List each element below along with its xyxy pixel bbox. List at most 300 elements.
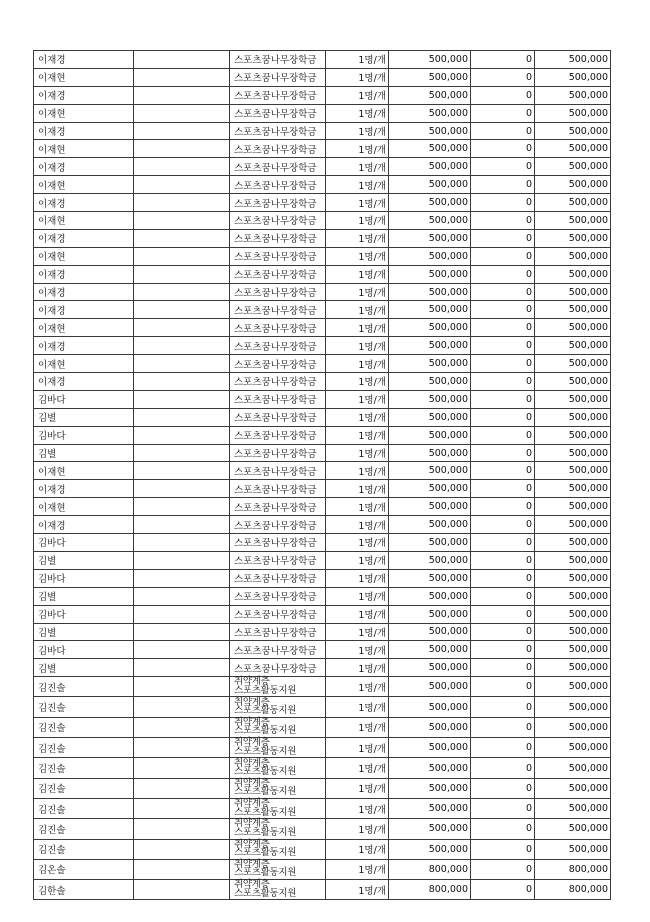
quantity-cell: 1명/개 bbox=[326, 516, 389, 534]
price-cell: 500,000 bbox=[389, 551, 471, 569]
total-cell: 500,000 bbox=[535, 623, 611, 641]
name-cell: 김별 bbox=[34, 444, 134, 462]
total-cell: 500,000 bbox=[535, 68, 611, 86]
extra-cell: 0 bbox=[471, 301, 535, 319]
item-cell bbox=[230, 717, 326, 737]
name-cell: 김한솔 bbox=[34, 880, 134, 900]
total-cell: 500,000 bbox=[535, 534, 611, 552]
quantity-cell: 1명/개 bbox=[326, 859, 389, 879]
item-cell: 스포츠꿈나무장학금 bbox=[230, 337, 326, 355]
item-cell bbox=[230, 677, 326, 697]
extra-cell: 0 bbox=[471, 194, 535, 212]
item-two-line bbox=[234, 678, 325, 695]
name-cell: 김진솔 bbox=[34, 677, 134, 697]
blank-cell bbox=[134, 717, 230, 737]
quantity-cell: 1명/개 bbox=[326, 717, 389, 737]
table-row bbox=[34, 390, 611, 408]
name-cell: 김진솔 bbox=[34, 798, 134, 818]
name-cell: 이재경 bbox=[34, 373, 134, 391]
extra-cell: 0 bbox=[471, 390, 535, 408]
price-cell: 500,000 bbox=[389, 194, 471, 212]
price-cell: 500,000 bbox=[389, 534, 471, 552]
item-two-line bbox=[234, 777, 325, 798]
extra-cell: 0 bbox=[471, 104, 535, 122]
price-cell: 500,000 bbox=[389, 480, 471, 498]
name-cell: 이재현 bbox=[34, 104, 134, 122]
quantity-cell: 1명/개 bbox=[326, 104, 389, 122]
name-cell: 이재현 bbox=[34, 462, 134, 480]
price-cell: 500,000 bbox=[389, 623, 471, 641]
table-row bbox=[34, 623, 611, 641]
quantity-cell: 1명/개 bbox=[326, 158, 389, 176]
quantity-cell: 1명/개 bbox=[326, 677, 389, 697]
table-row bbox=[34, 839, 611, 859]
item-cell: 스포츠꿈나무장학금 bbox=[230, 587, 326, 605]
table-row bbox=[34, 798, 611, 818]
item-cell bbox=[230, 738, 326, 758]
price-cell: 500,000 bbox=[389, 697, 471, 717]
item-cell: 스포츠꿈나무장학금 bbox=[230, 534, 326, 552]
item-cell bbox=[230, 880, 326, 900]
blank-cell bbox=[134, 498, 230, 516]
blank-cell bbox=[134, 176, 230, 194]
extra-cell: 0 bbox=[471, 176, 535, 194]
blank-cell bbox=[134, 819, 230, 839]
blank-cell bbox=[134, 86, 230, 104]
item-cell: 스포츠꿈나무장학금 bbox=[230, 319, 326, 337]
quantity-cell: 1명/개 bbox=[326, 569, 389, 587]
quantity-cell: 1명/개 bbox=[326, 176, 389, 194]
table-row bbox=[34, 778, 611, 798]
item-cell: 스포츠꿈나무장학금 bbox=[230, 480, 326, 498]
total-cell: 500,000 bbox=[535, 516, 611, 534]
extra-cell: 0 bbox=[471, 587, 535, 605]
item-line-2: 스포츠활동지원 bbox=[234, 745, 297, 757]
name-cell: 김바다 bbox=[34, 426, 134, 444]
total-cell: 500,000 bbox=[535, 798, 611, 818]
name-cell: 이재경 bbox=[34, 301, 134, 319]
blank-cell bbox=[134, 551, 230, 569]
name-cell: 이재경 bbox=[34, 158, 134, 176]
item-line-2: 스포츠활동지원 bbox=[234, 786, 297, 798]
item-cell: 스포츠꿈나무장학금 bbox=[230, 426, 326, 444]
blank-cell bbox=[134, 677, 230, 697]
item-cell: 스포츠꿈나무장학금 bbox=[230, 68, 326, 86]
blank-cell bbox=[134, 859, 230, 879]
item-two-line bbox=[234, 739, 325, 756]
table-row bbox=[34, 880, 611, 900]
extra-cell: 0 bbox=[471, 551, 535, 569]
blank-cell bbox=[134, 140, 230, 158]
name-cell: 김별 bbox=[34, 623, 134, 641]
price-cell: 500,000 bbox=[389, 659, 471, 677]
item-cell: 스포츠꿈나무장학금 bbox=[230, 516, 326, 534]
extra-cell: 0 bbox=[471, 569, 535, 587]
blank-cell bbox=[134, 426, 230, 444]
price-cell: 500,000 bbox=[389, 444, 471, 462]
price-cell: 500,000 bbox=[389, 605, 471, 623]
name-cell: 이재경 bbox=[34, 194, 134, 212]
table-row bbox=[34, 337, 611, 355]
item-line-2: 스포츠활동지원 bbox=[234, 806, 297, 818]
item-cell: 스포츠꿈나무장학금 bbox=[230, 623, 326, 641]
name-cell: 김진솔 bbox=[34, 839, 134, 859]
table-row bbox=[34, 738, 611, 758]
extra-cell: 0 bbox=[471, 859, 535, 879]
quantity-cell: 1명/개 bbox=[326, 194, 389, 212]
quantity-cell: 1명/개 bbox=[326, 355, 389, 373]
extra-cell: 0 bbox=[471, 880, 535, 900]
quantity-cell: 1명/개 bbox=[326, 247, 389, 265]
item-two-line bbox=[234, 800, 325, 817]
table-row bbox=[34, 212, 611, 230]
total-cell: 500,000 bbox=[535, 551, 611, 569]
extra-cell: 0 bbox=[471, 229, 535, 247]
name-cell: 이재현 bbox=[34, 498, 134, 516]
total-cell: 500,000 bbox=[535, 265, 611, 283]
table-row bbox=[34, 319, 611, 337]
item-cell bbox=[230, 778, 326, 798]
quantity-cell: 1명/개 bbox=[326, 738, 389, 758]
blank-cell bbox=[134, 758, 230, 778]
blank-cell bbox=[134, 480, 230, 498]
item-cell: 스포츠꿈나무장학금 bbox=[230, 390, 326, 408]
price-cell: 500,000 bbox=[389, 283, 471, 301]
item-cell: 스포츠꿈나무장학금 bbox=[230, 373, 326, 391]
table-row bbox=[34, 516, 611, 534]
total-cell: 500,000 bbox=[535, 140, 611, 158]
extra-cell: 0 bbox=[471, 51, 535, 69]
item-cell: 스포츠꿈나무장학금 bbox=[230, 194, 326, 212]
item-cell: 스포츠꿈나무장학금 bbox=[230, 355, 326, 373]
total-cell: 800,000 bbox=[535, 859, 611, 879]
name-cell: 이재경 bbox=[34, 229, 134, 247]
table-row bbox=[34, 641, 611, 659]
price-cell: 800,000 bbox=[389, 880, 471, 900]
total-cell: 500,000 bbox=[535, 697, 611, 717]
blank-cell bbox=[134, 229, 230, 247]
table-row bbox=[34, 551, 611, 569]
price-cell: 500,000 bbox=[389, 839, 471, 859]
total-cell: 500,000 bbox=[535, 605, 611, 623]
quantity-cell: 1명/개 bbox=[326, 819, 389, 839]
table-row bbox=[34, 444, 611, 462]
item-cell bbox=[230, 798, 326, 818]
name-cell: 이재현 bbox=[34, 140, 134, 158]
total-cell: 500,000 bbox=[535, 122, 611, 140]
blank-cell bbox=[134, 265, 230, 283]
total-cell: 500,000 bbox=[535, 158, 611, 176]
extra-cell: 0 bbox=[471, 516, 535, 534]
name-cell: 이재현 bbox=[34, 319, 134, 337]
quantity-cell: 1명/개 bbox=[326, 301, 389, 319]
quantity-cell: 1명/개 bbox=[326, 373, 389, 391]
price-cell: 500,000 bbox=[389, 516, 471, 534]
price-cell: 500,000 bbox=[389, 569, 471, 587]
extra-cell: 0 bbox=[471, 717, 535, 737]
name-cell: 김별 bbox=[34, 408, 134, 426]
name-cell: 김별 bbox=[34, 551, 134, 569]
extra-cell: 0 bbox=[471, 738, 535, 758]
price-cell: 500,000 bbox=[389, 738, 471, 758]
total-cell: 500,000 bbox=[535, 480, 611, 498]
total-cell: 500,000 bbox=[535, 51, 611, 69]
total-cell: 500,000 bbox=[535, 390, 611, 408]
blank-cell bbox=[134, 408, 230, 426]
table-row bbox=[34, 819, 611, 839]
name-cell: 김바다 bbox=[34, 569, 134, 587]
price-cell: 500,000 bbox=[389, 819, 471, 839]
price-cell: 500,000 bbox=[389, 717, 471, 737]
price-cell: 500,000 bbox=[389, 122, 471, 140]
item-two-line bbox=[234, 881, 325, 898]
price-cell: 500,000 bbox=[389, 641, 471, 659]
blank-cell bbox=[134, 247, 230, 265]
price-cell: 500,000 bbox=[389, 51, 471, 69]
total-cell: 500,000 bbox=[535, 319, 611, 337]
blank-cell bbox=[134, 283, 230, 301]
name-cell: 이재현 bbox=[34, 68, 134, 86]
price-cell: 500,000 bbox=[389, 373, 471, 391]
quantity-cell: 1명/개 bbox=[326, 140, 389, 158]
blank-cell bbox=[134, 462, 230, 480]
table-body bbox=[34, 51, 611, 900]
name-cell: 이재경 bbox=[34, 480, 134, 498]
table-row bbox=[34, 534, 611, 552]
item-cell: 스포츠꿈나무장학금 bbox=[230, 140, 326, 158]
item-two-line bbox=[234, 838, 325, 859]
item-two-line bbox=[234, 716, 325, 737]
table-row bbox=[34, 140, 611, 158]
price-cell: 500,000 bbox=[389, 158, 471, 176]
price-cell: 500,000 bbox=[389, 677, 471, 697]
name-cell: 김별 bbox=[34, 659, 134, 677]
price-cell: 500,000 bbox=[389, 176, 471, 194]
extra-cell: 0 bbox=[471, 355, 535, 373]
name-cell: 이재경 bbox=[34, 122, 134, 140]
item-cell: 스포츠꿈나무장학금 bbox=[230, 158, 326, 176]
quantity-cell: 1명/개 bbox=[326, 480, 389, 498]
item-line-1: 취약계층 bbox=[234, 818, 270, 830]
name-cell: 김진솔 bbox=[34, 738, 134, 758]
name-cell: 김바다 bbox=[34, 390, 134, 408]
price-cell: 500,000 bbox=[389, 498, 471, 516]
quantity-cell: 1명/개 bbox=[326, 605, 389, 623]
extra-cell: 0 bbox=[471, 641, 535, 659]
price-cell: 500,000 bbox=[389, 758, 471, 778]
blank-cell bbox=[134, 516, 230, 534]
total-cell: 500,000 bbox=[535, 569, 611, 587]
table-row bbox=[34, 462, 611, 480]
name-cell: 김진솔 bbox=[34, 778, 134, 798]
extra-cell: 0 bbox=[471, 158, 535, 176]
item-two-line bbox=[234, 820, 325, 837]
name-cell: 김바다 bbox=[34, 534, 134, 552]
price-cell: 500,000 bbox=[389, 319, 471, 337]
extra-cell: 0 bbox=[471, 319, 535, 337]
quantity-cell: 1명/개 bbox=[326, 86, 389, 104]
total-cell: 500,000 bbox=[535, 104, 611, 122]
quantity-cell: 1명/개 bbox=[326, 122, 389, 140]
item-cell: 스포츠꿈나무장학금 bbox=[230, 444, 326, 462]
item-two-line bbox=[234, 757, 325, 777]
item-line-1: 취약계층 bbox=[234, 798, 270, 810]
item-cell bbox=[230, 819, 326, 839]
total-cell: 500,000 bbox=[535, 194, 611, 212]
price-cell: 800,000 bbox=[389, 859, 471, 879]
table-row bbox=[34, 859, 611, 879]
item-two-line bbox=[234, 696, 325, 717]
item-cell: 스포츠꿈나무장학금 bbox=[230, 551, 326, 569]
total-cell: 500,000 bbox=[535, 301, 611, 319]
blank-cell bbox=[134, 301, 230, 319]
extra-cell: 0 bbox=[471, 283, 535, 301]
price-cell: 500,000 bbox=[389, 212, 471, 230]
total-cell: 500,000 bbox=[535, 444, 611, 462]
item-cell: 스포츠꿈나무장학금 bbox=[230, 122, 326, 140]
blank-cell bbox=[134, 373, 230, 391]
quantity-cell: 1명/개 bbox=[326, 534, 389, 552]
extra-cell: 0 bbox=[471, 462, 535, 480]
item-cell: 스포츠꿈나무장학금 bbox=[230, 86, 326, 104]
quantity-cell: 1명/개 bbox=[326, 798, 389, 818]
extra-cell: 0 bbox=[471, 480, 535, 498]
blank-cell bbox=[134, 212, 230, 230]
item-line-2: 스포츠활동지원 bbox=[234, 705, 297, 717]
quantity-cell: 1명/개 bbox=[326, 880, 389, 900]
blank-cell bbox=[134, 51, 230, 69]
table-row bbox=[34, 176, 611, 194]
item-cell: 스포츠꿈나무장학금 bbox=[230, 265, 326, 283]
extra-cell: 0 bbox=[471, 778, 535, 798]
quantity-cell: 1명/개 bbox=[326, 778, 389, 798]
item-cell: 스포츠꿈나무장학금 bbox=[230, 659, 326, 677]
blank-cell bbox=[134, 880, 230, 900]
extra-cell: 0 bbox=[471, 623, 535, 641]
item-cell: 스포츠꿈나무장학금 bbox=[230, 283, 326, 301]
item-line-1: 취약계층 bbox=[234, 716, 270, 728]
blank-cell bbox=[134, 534, 230, 552]
blank-cell bbox=[134, 587, 230, 605]
table-row bbox=[34, 659, 611, 677]
item-line-2: 스포츠활동지원 bbox=[234, 867, 297, 879]
quantity-cell: 1명/개 bbox=[326, 426, 389, 444]
item-line-1: 취약계층 bbox=[234, 777, 270, 789]
table-row bbox=[34, 758, 611, 778]
extra-cell: 0 bbox=[471, 819, 535, 839]
extra-cell: 0 bbox=[471, 498, 535, 516]
total-cell: 500,000 bbox=[535, 738, 611, 758]
quantity-cell: 1명/개 bbox=[326, 337, 389, 355]
total-cell: 500,000 bbox=[535, 778, 611, 798]
item-cell bbox=[230, 839, 326, 859]
price-cell: 500,000 bbox=[389, 86, 471, 104]
name-cell: 김진솔 bbox=[34, 717, 134, 737]
item-cell: 스포츠꿈나무장학금 bbox=[230, 247, 326, 265]
blank-cell bbox=[134, 697, 230, 717]
total-cell: 500,000 bbox=[535, 247, 611, 265]
extra-cell: 0 bbox=[471, 605, 535, 623]
item-cell: 스포츠꿈나무장학금 bbox=[230, 104, 326, 122]
extra-cell: 0 bbox=[471, 444, 535, 462]
price-cell: 500,000 bbox=[389, 104, 471, 122]
item-cell: 스포츠꿈나무장학금 bbox=[230, 229, 326, 247]
blank-cell bbox=[134, 641, 230, 659]
table-row bbox=[34, 355, 611, 373]
price-cell: 500,000 bbox=[389, 355, 471, 373]
extra-cell: 0 bbox=[471, 839, 535, 859]
price-cell: 500,000 bbox=[389, 408, 471, 426]
price-cell: 500,000 bbox=[389, 140, 471, 158]
total-cell: 500,000 bbox=[535, 426, 611, 444]
item-cell: 스포츠꿈나무장학금 bbox=[230, 212, 326, 230]
total-cell: 500,000 bbox=[535, 839, 611, 859]
total-cell: 500,000 bbox=[535, 408, 611, 426]
name-cell: 이재현 bbox=[34, 212, 134, 230]
blank-cell bbox=[134, 194, 230, 212]
extra-cell: 0 bbox=[471, 68, 535, 86]
extra-cell: 0 bbox=[471, 758, 535, 778]
table-row bbox=[34, 697, 611, 717]
extra-cell: 0 bbox=[471, 212, 535, 230]
quantity-cell: 1명/개 bbox=[326, 212, 389, 230]
name-cell: 김진솔 bbox=[34, 697, 134, 717]
name-cell: 이재현 bbox=[34, 355, 134, 373]
table-row bbox=[34, 569, 611, 587]
item-line-1: 취약계층 bbox=[234, 858, 270, 870]
price-cell: 500,000 bbox=[389, 68, 471, 86]
extra-cell: 0 bbox=[471, 122, 535, 140]
price-cell: 500,000 bbox=[389, 778, 471, 798]
total-cell: 500,000 bbox=[535, 355, 611, 373]
item-line-1: 취약계층 bbox=[234, 879, 270, 891]
blank-cell bbox=[134, 605, 230, 623]
table-row bbox=[34, 158, 611, 176]
name-cell: 이재경 bbox=[34, 51, 134, 69]
total-cell: 500,000 bbox=[535, 819, 611, 839]
quantity-cell: 1명/개 bbox=[326, 390, 389, 408]
item-cell: 스포츠꿈나무장학금 bbox=[230, 176, 326, 194]
quantity-cell: 1명/개 bbox=[326, 229, 389, 247]
blank-cell bbox=[134, 355, 230, 373]
table-row bbox=[34, 104, 611, 122]
quantity-cell: 1명/개 bbox=[326, 758, 389, 778]
table-row bbox=[34, 677, 611, 697]
extra-cell: 0 bbox=[471, 534, 535, 552]
total-cell: 500,000 bbox=[535, 758, 611, 778]
price-cell: 500,000 bbox=[389, 301, 471, 319]
name-cell: 이재현 bbox=[34, 176, 134, 194]
blank-cell bbox=[134, 444, 230, 462]
total-cell: 500,000 bbox=[535, 283, 611, 301]
item-line-2: 스포츠활동지원 bbox=[234, 826, 297, 838]
quantity-cell: 1명/개 bbox=[326, 839, 389, 859]
item-cell bbox=[230, 758, 326, 778]
table-row bbox=[34, 498, 611, 516]
name-cell: 김진솔 bbox=[34, 758, 134, 778]
table-row bbox=[34, 587, 611, 605]
extra-cell: 0 bbox=[471, 697, 535, 717]
item-cell: 스포츠꿈나무장학금 bbox=[230, 408, 326, 426]
price-cell: 500,000 bbox=[389, 462, 471, 480]
extra-cell: 0 bbox=[471, 247, 535, 265]
total-cell: 500,000 bbox=[535, 659, 611, 677]
name-cell: 김온솔 bbox=[34, 859, 134, 879]
table-row bbox=[34, 717, 611, 737]
item-line-2: 스포츠활동지원 bbox=[234, 847, 297, 859]
price-cell: 500,000 bbox=[389, 426, 471, 444]
quantity-cell: 1명/개 bbox=[326, 462, 389, 480]
